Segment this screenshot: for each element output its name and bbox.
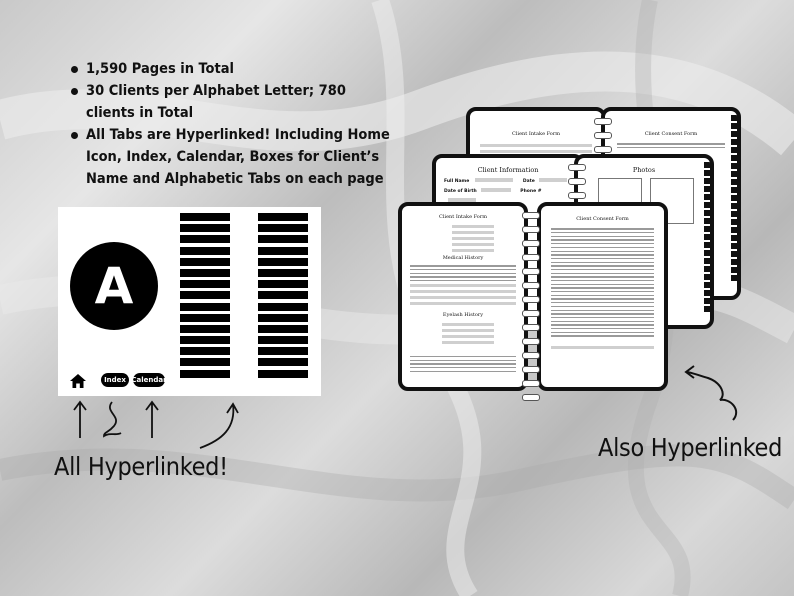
- alphabet-tabs[interactable]: [704, 162, 710, 314]
- alphabet-tabs[interactable]: [731, 115, 737, 283]
- page-title: Client Consent Form: [644, 131, 698, 137]
- field-label: Full Name: [444, 179, 470, 184]
- feature-item: 30 Clients per Alphabet Letter; 780 clients in Total: [68, 80, 398, 124]
- planner-page-front-left: [398, 202, 528, 391]
- arrow-up-icon: [74, 402, 86, 438]
- page-title: Client Intake Form: [439, 214, 487, 220]
- field-label: Phone #: [520, 189, 542, 194]
- caption-all-hyperlinked: All Hyperlinked!: [54, 452, 228, 481]
- planner-page-front-right: [537, 202, 668, 391]
- spiral-binding: [522, 212, 540, 408]
- page-title: Client Information: [477, 166, 539, 174]
- feature-item: All Tabs are Hyperlinked! Including Home Icon, Index, Calendar, Boxes for Client’s Name and Alphabetic Tabs on each page: [68, 124, 398, 190]
- index-button[interactable]: Index: [101, 373, 129, 387]
- page-title: Photos: [632, 166, 656, 174]
- curved-arrow-icon: [200, 404, 238, 448]
- squiggle-arrow-icon: [686, 366, 736, 420]
- page-title: Client Intake Form: [512, 131, 560, 137]
- letter-tab-circle[interactable]: A: [70, 242, 158, 330]
- caption-also-hyperlinked: Also Hyperlinked: [598, 433, 783, 462]
- section-title: Eyelash History: [442, 312, 484, 319]
- field-label: Date of Birth: [444, 189, 477, 194]
- curly-arrow-icon: [104, 402, 121, 436]
- section-title: Medical History: [442, 255, 484, 261]
- calendar-button[interactable]: Calendar: [133, 373, 165, 387]
- field-label: Date: [522, 179, 535, 184]
- feature-item: 1,590 Pages in Total: [68, 58, 398, 80]
- page-title: Client Consent Form: [576, 216, 629, 222]
- arrow-up-icon: [146, 402, 158, 438]
